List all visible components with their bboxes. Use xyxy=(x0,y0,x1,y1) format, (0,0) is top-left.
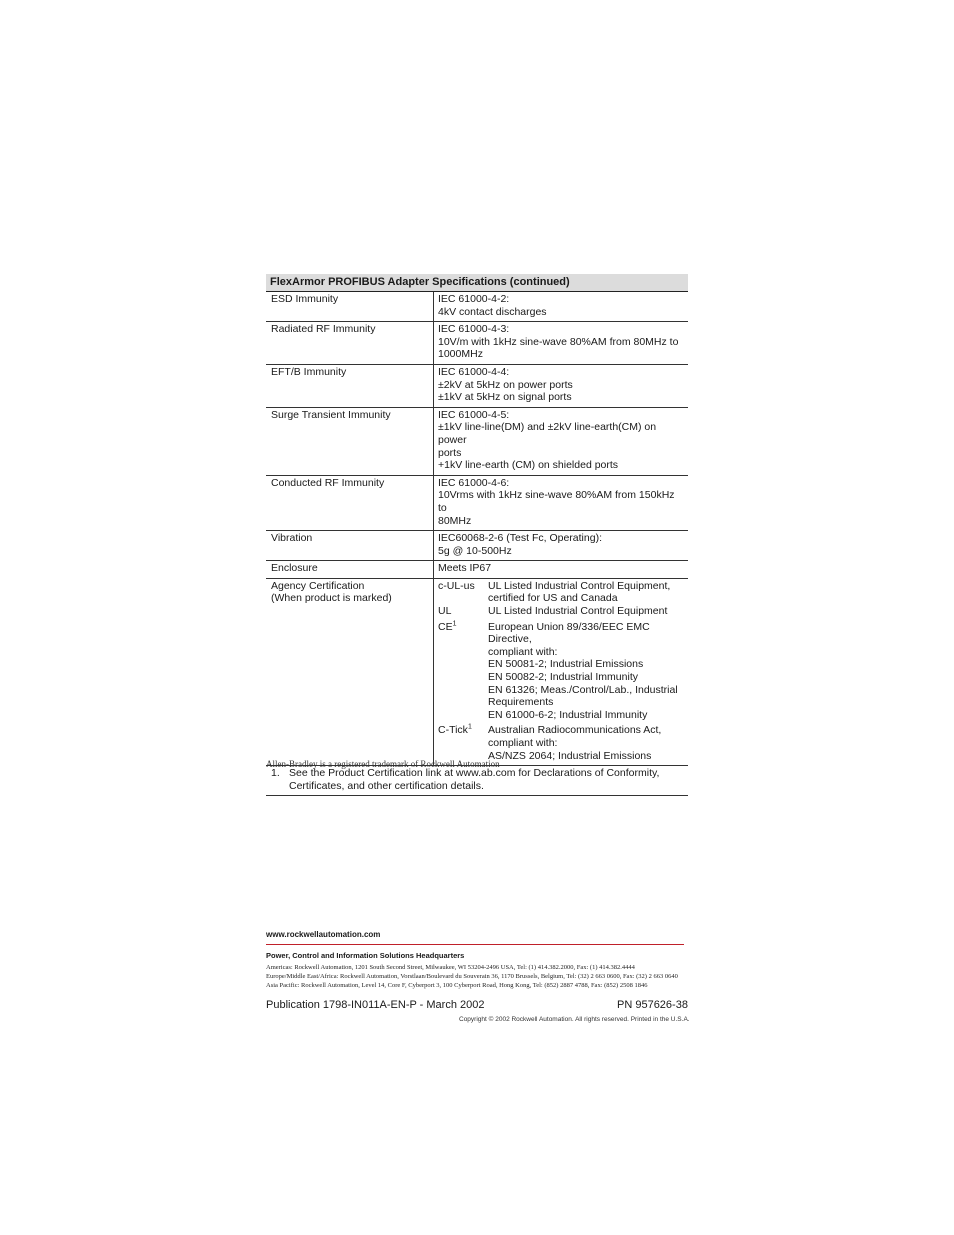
agency-desc xyxy=(488,724,684,762)
agency-desc-line: EN 61326; Meas./Control/Lab., Industrial xyxy=(488,683,678,696)
agency-item xyxy=(438,605,684,618)
spec-value xyxy=(434,322,688,364)
trademark-notice: Allen-Bradley is a registered trademark of Rockwell Automation xyxy=(266,759,500,769)
spec-row xyxy=(266,531,688,561)
address-americas: Americas: Rockwell Automation, 1201 South Second Street, Milwaukee, WI 53204-2496 USA, Tel: (1) 414.382.2000, Fax: (1) 414.382.4444 xyxy=(266,964,635,971)
spec-row xyxy=(266,561,688,579)
agency-item xyxy=(438,580,684,605)
spec-value-line: 1000MHz xyxy=(438,348,483,361)
agency-code-text: c-UL-us xyxy=(438,579,475,592)
spec-value-line: IEC60068-2-6 (Test Fc, Operating): xyxy=(438,532,602,545)
spec-value xyxy=(434,476,688,530)
address-asia: Asia Pacific: Rockwell Automation, Level 14, Core F, Cyberport 3, 100 Cyberport Road, Hong Kong, Tel: (852) 2887 4788, Fax: (852) 2508 1846 xyxy=(266,982,648,989)
agency-desc-line: UL Listed Industrial Control Equipment xyxy=(488,605,668,618)
spec-value-line: ±2kV at 5kHz on power ports xyxy=(438,378,573,391)
agency-desc-line: AS/NZS 2064; Industrial Emissions xyxy=(488,749,652,762)
footnote-number: 1. xyxy=(271,767,280,780)
spec-key: ESD Immunity xyxy=(266,292,434,321)
spec-value xyxy=(434,531,688,560)
agency-desc-line: certified for US and Canada xyxy=(488,592,618,605)
agency-desc-line: EN 61000-6-2; Industrial Immunity xyxy=(488,708,648,721)
agency-desc-line: Australian Radiocommunications Act, xyxy=(488,724,662,737)
spec-value-line: IEC 61000-4-4: xyxy=(438,365,510,378)
agency-code-text: C-Tick xyxy=(438,724,468,737)
spec-row xyxy=(266,476,688,531)
spec-value-line: ±1kV line-line(DM) and ±2kV line-earth(CM) on power xyxy=(438,421,657,446)
table-footnote xyxy=(266,766,688,796)
spec-value-line: 10V/m with 1kHz sine-wave 80%AM from 80MHz to xyxy=(438,335,679,348)
copyright-notice: Copyright © 2002 Rockwell Automation. All rights reserved. Printed in the U.S.A. xyxy=(459,1016,690,1023)
spec-rows xyxy=(266,292,688,579)
spec-table xyxy=(266,274,688,796)
address-europe: Europe/Middle East/Africa: Rockwell Automation, Vorstlaan/Boulevard du Souverain 36, 1170 Brussels, Belgium, Tel: (32) 2 663 0600, Fax: (32) 2 663 0640 xyxy=(266,973,678,980)
spec-value xyxy=(434,365,688,407)
agency-code xyxy=(438,605,488,618)
agency-key xyxy=(266,579,434,765)
spec-value-line: IEC 61000-4-2: xyxy=(438,293,510,305)
agency-code-text: CE xyxy=(438,620,453,633)
spec-row-agency xyxy=(266,579,688,766)
headquarters-heading: Power, Control and Information Solutions Headquarters xyxy=(266,951,465,960)
agency-key-line1: Agency Certification xyxy=(271,579,365,592)
spec-value-line: 10Vrms with 1kHz sine-wave 80%AM from 150kHz to xyxy=(438,489,675,514)
agency-desc-line: compliant with: xyxy=(488,737,558,749)
footnote-text xyxy=(289,767,659,792)
spec-value xyxy=(434,408,688,475)
agency-desc-line: EN 50081-2; Industrial Emissions xyxy=(488,658,644,671)
website-url: www.rockwellautomation.com xyxy=(266,930,381,939)
spec-value xyxy=(434,292,688,321)
spec-row xyxy=(266,322,688,365)
agency-desc-line: EN 50082-2; Industrial Immunity xyxy=(488,671,638,684)
footnote-marker: 1 xyxy=(452,620,457,628)
spec-row xyxy=(266,408,688,476)
footnote-marker: 1 xyxy=(467,723,472,731)
agency-desc xyxy=(488,621,684,722)
agency-code xyxy=(438,724,488,762)
spec-row xyxy=(266,292,688,322)
agency-item xyxy=(438,724,684,762)
spec-key: Enclosure xyxy=(266,561,434,578)
spec-key: Conducted RF Immunity xyxy=(266,476,434,530)
agency-code xyxy=(438,621,488,722)
spec-key: Vibration xyxy=(266,531,434,560)
agency-list xyxy=(434,579,688,765)
agency-desc xyxy=(488,580,684,605)
spec-value-line: 80MHz xyxy=(438,514,472,527)
spec-value-line: ports xyxy=(438,446,462,459)
spec-key: Radiated RF Immunity xyxy=(266,322,434,364)
spec-value-line: IEC 61000-4-5: xyxy=(438,408,510,421)
footnote-line1: See the Product Certification link at www.ab.com for Declarations of Conformity, xyxy=(289,767,660,780)
red-divider xyxy=(266,944,684,945)
spec-key: Surge Transient Immunity xyxy=(266,408,434,475)
spec-value-line: ±1kV at 5kHz on signal ports xyxy=(438,391,572,404)
spec-value-line: 4kV contact discharges xyxy=(438,305,547,318)
agency-desc xyxy=(488,605,684,618)
part-number: PN 957626-38 xyxy=(617,999,688,1011)
spec-key: EFT/B Immunity xyxy=(266,365,434,407)
spec-value-line: IEC 61000-4-3: xyxy=(438,323,510,336)
agency-desc-line: compliant with: xyxy=(488,645,558,658)
agency-code-text: UL xyxy=(438,605,452,618)
spec-value-line: 5g @ 10-500Hz xyxy=(438,544,512,557)
agency-desc-line: European Union 89/336/EEC EMC Directive, xyxy=(488,620,650,646)
agency-desc-line: UL Listed Industrial Control Equipment, xyxy=(488,579,671,592)
spec-row xyxy=(266,365,688,408)
spec-value-line: IEC 61000-4-6: xyxy=(438,476,510,489)
spec-value-line: +1kV line-earth (CM) on shielded ports xyxy=(438,459,619,472)
agency-item xyxy=(438,621,684,722)
agency-key-line2: (When product is marked) xyxy=(271,592,392,605)
agency-desc-line: Requirements xyxy=(488,696,554,709)
spec-value-line: Meets IP67 xyxy=(438,562,492,575)
publication-number: Publication 1798-IN011A-EN-P - March 2002 xyxy=(266,999,485,1011)
spec-value xyxy=(434,561,688,578)
footnote-line2: Certificates, and other certification details. xyxy=(289,779,484,792)
agency-code xyxy=(438,580,488,605)
table-title: FlexArmor PROFIBUS Adapter Specifications (continued) xyxy=(266,274,688,292)
